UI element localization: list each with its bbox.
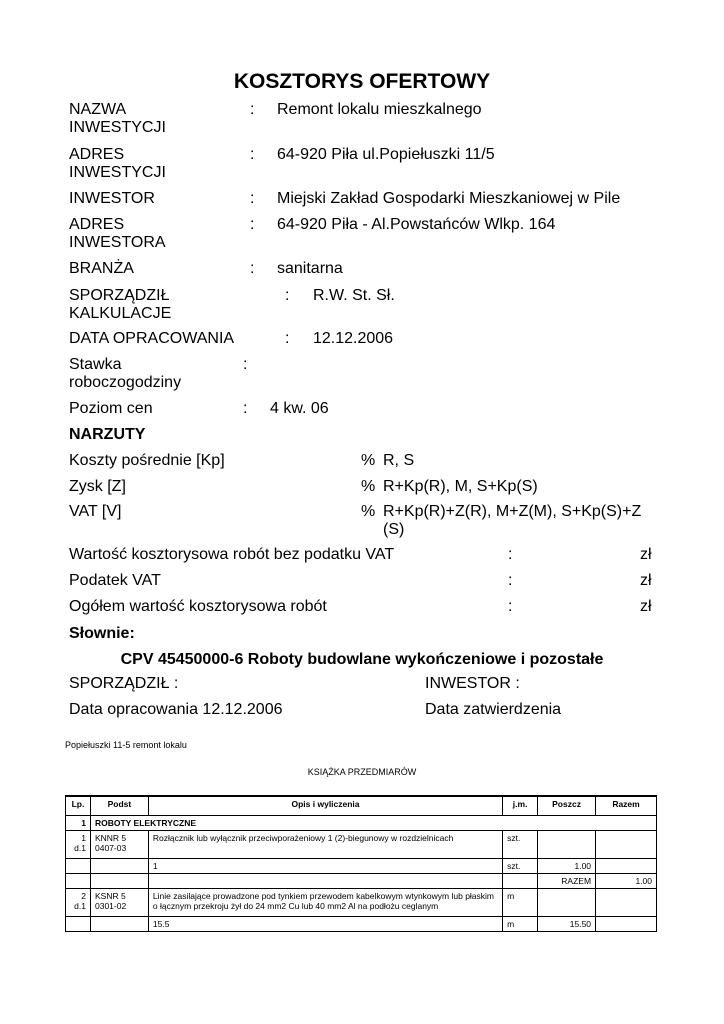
total-colon: : (508, 546, 513, 563)
col-header-opis: Opis i wyliczenia (148, 796, 502, 816)
item-poszcz-value: 15.50 (538, 917, 596, 932)
info-colon: : (250, 216, 255, 233)
item-lp: 2 d.1 (66, 889, 91, 917)
col-header-lp: Lp. (66, 796, 91, 816)
author-signature-label: SPORZĄDZIŁ : (69, 675, 179, 692)
item-lp: 1 d.1 (66, 831, 91, 859)
info-colon: : (285, 287, 290, 304)
info-label: NAZWA INWESTYCJI (69, 101, 166, 136)
info-label: BRANŻA (69, 260, 134, 277)
narzut-value: R+Kp(R), M, S+Kp(S) (383, 478, 538, 495)
total-unit: zł (640, 546, 652, 563)
col-header-razem: Razem (596, 796, 657, 816)
item-poszcz-value: 1.00 (538, 859, 596, 874)
section-name: ROBOTY ELEKTRYCZNE (90, 816, 656, 831)
item-podst: KSNR 5 0301-02 (90, 889, 148, 917)
section-row (66, 816, 657, 831)
narzut-label: Zysk [Z] (69, 478, 126, 495)
info-value: Miejski Zakład Gospodarki Mieszkaniowej w Pile (277, 190, 621, 207)
item-opis: Rozłącznik lub wyłącznik przeciwporażeniowy 1 (2)-biegunowy w rozdzielnicach (148, 831, 502, 859)
info-value: R.W. St. Sł. (313, 287, 395, 304)
info-label: INWESTOR (69, 190, 155, 207)
info-colon: : (250, 190, 255, 207)
razem-label: RAZEM (538, 874, 596, 889)
info-value: 64-920 Piła ul.Popiełuszki 11/5 (277, 146, 495, 163)
col-header-poszcz: Poszcz (538, 796, 596, 816)
info-label: Poziom cen (69, 400, 153, 417)
info-value: 64-920 Piła - Al.Powstańców Wlkp. 164 (277, 216, 556, 233)
info-value: sanitarna (277, 260, 343, 277)
preparation-date: Data opracowania 12.12.2006 (69, 701, 283, 718)
info-value: 12.12.2006 (313, 330, 394, 347)
table-row (66, 917, 657, 932)
narzut-label: Koszty pośrednie [Kp] (69, 452, 225, 469)
total-label: Wartość kosztorysowa robót bez podatku VAT (69, 546, 395, 563)
item-razem (596, 831, 657, 859)
total-unit: zł (640, 572, 652, 589)
col-header-jm: j.m. (503, 796, 538, 816)
narzut-percent: % (361, 503, 376, 520)
item-jm: m (503, 889, 538, 917)
item-calc-jm: szt. (503, 859, 538, 874)
info-label: Stawka roboczogodziny (69, 356, 182, 391)
table-row (66, 874, 657, 889)
item-calc-jm: m (503, 917, 538, 932)
info-colon: : (243, 356, 248, 373)
narzuty-heading: NARZUTY (69, 426, 146, 443)
table-row (66, 859, 657, 874)
item-calc: 15.5 (148, 917, 502, 932)
measurement-table (65, 795, 657, 932)
info-colon: : (243, 400, 248, 417)
table-row (66, 831, 657, 859)
info-label: ADRES INWESTYCJI (69, 146, 166, 181)
info-label: ADRES INWESTORA (69, 216, 166, 251)
info-colon: : (285, 330, 290, 347)
investor-signature-label: INWESTOR : (425, 675, 520, 692)
slownie-label: Słownie: (69, 625, 135, 642)
cpv-code: CPV 45450000-6 Roboty budowlane wykończeniowe i pozostałe (120, 651, 604, 668)
item-poszcz (538, 889, 596, 917)
item-jm: szt. (503, 831, 538, 859)
item-podst: KNNR 5 0407-03 (90, 831, 148, 859)
total-unit: zł (640, 598, 652, 615)
info-colon: : (250, 146, 255, 163)
table-row (66, 889, 657, 917)
book-title: KSIĄŻKA PRZEDMIARÓW (307, 767, 417, 777)
document-title: KOSZTORYS OFERTOWY (233, 70, 491, 93)
col-header-podst: Podst (90, 796, 148, 816)
section-number: 1 (66, 816, 91, 831)
narzut-value: R+Kp(R)+Z(R), M+Z(M), S+Kp(S)+Z (S) (383, 503, 642, 538)
total-colon: : (508, 572, 513, 589)
info-label: SPORZĄDZIŁ KALKULACJE (69, 287, 172, 322)
info-colon: : (250, 101, 255, 118)
item-poszcz (538, 831, 596, 859)
approval-date: Data zatwierdzenia (425, 701, 562, 718)
razem-value: 1.00 (596, 874, 657, 889)
narzut-value: R, S (383, 452, 415, 469)
item-opis: Linie zasilające prowadzone pod tynkiem przewodem kabelkowym wtynkowym lub płaskim o łącznym przekroju żył do 24 mm2 Cu lub 40 mm2 Al na podłożu ceglanym (148, 889, 502, 917)
total-label: Ogółem wartość kosztorysowa robót (69, 598, 327, 615)
item-calc: 1 (148, 859, 502, 874)
info-colon: : (250, 260, 255, 277)
narzut-percent: % (361, 452, 376, 469)
item-razem (596, 889, 657, 917)
info-value: Remont lokalu mieszkalnego (277, 101, 482, 118)
info-label: DATA OPRACOWANIA (69, 330, 235, 347)
total-colon: : (508, 598, 513, 615)
info-value: 4 kw. 06 (270, 400, 329, 417)
footer-note: Popiełuszki 11-5 remont lokalu (65, 740, 187, 750)
narzut-label: VAT [V] (69, 503, 122, 520)
narzut-percent: % (361, 478, 376, 495)
total-label: Podatek VAT (69, 572, 161, 589)
table-header-row (66, 796, 657, 816)
